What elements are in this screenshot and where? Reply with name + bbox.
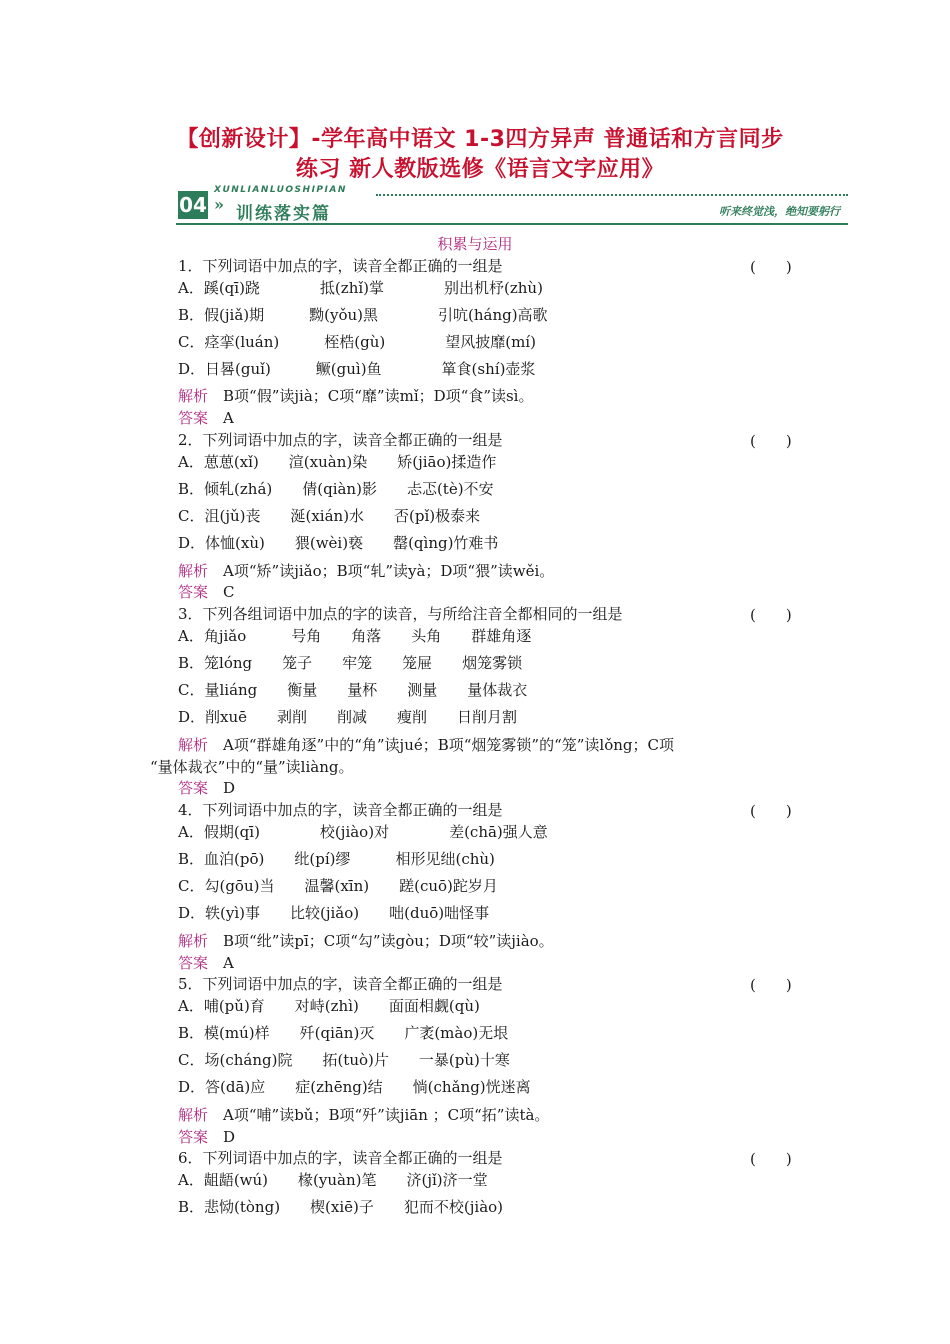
- question-stem: 1．下列词语中加点的字，读音全都正确的一组是: [178, 257, 503, 275]
- answer-line: [178, 408, 234, 428]
- answer-line: [178, 582, 235, 602]
- answer-text: D: [223, 779, 236, 797]
- question-option: B．笼lóng 笼子 牢笼 笼屉 烟笼雾锁: [178, 654, 523, 672]
- question-option: B．假(jiǎ)期 黝(yǒu)黑 引吭(háng)高歌: [178, 306, 548, 324]
- answer-text: C: [223, 583, 235, 601]
- banner-pinyin: XUNLIANLUOSHIPIAN: [214, 185, 347, 195]
- question-option: D．轶(yì)事 比较(jiǎo) 咄(duō)咄怪事: [178, 904, 490, 922]
- document-title-line2: 练习 新人教版选修《语言文字应用》: [295, 157, 665, 182]
- analysis-line: [178, 735, 674, 755]
- analysis-line: [178, 561, 554, 581]
- analysis-continuation: “量体裁衣”中的“量”读liàng。: [150, 758, 354, 776]
- answer-label: 答案: [178, 1128, 209, 1146]
- question-option: A．假期(qī) 校(jiào)对 差(chā)强人意: [178, 823, 548, 841]
- question-option: B．模(mú)样 歼(qiān)灭 广袤(mào)无垠: [178, 1024, 509, 1042]
- answer-text: A: [223, 409, 234, 427]
- answer-line: [178, 778, 235, 798]
- answer-bracket: ( ): [750, 606, 792, 624]
- answer-text: A: [223, 954, 234, 972]
- section-heading: 积累与运用: [437, 235, 513, 253]
- answer-line: [178, 1127, 235, 1147]
- analysis-line: [178, 386, 533, 406]
- question-option: C．场(cháng)院 拓(tuò)片 一暴(pù)十寒: [178, 1051, 510, 1069]
- answer-line: [178, 953, 234, 973]
- answer-label: 答案: [178, 779, 209, 797]
- question-stem: 2．下列词语中加点的字，读音全都正确的一组是: [178, 431, 503, 449]
- analysis-label: 解析: [178, 387, 209, 405]
- banner-number: 04: [179, 193, 207, 217]
- analysis-text: A项“哺”读bǔ；B项“歼”读jiān ；C项“拓”读tà。: [223, 1106, 550, 1124]
- question-option: A．蹊(qī)跷 抵(zhǐ)掌 别出机杼(zhù): [178, 279, 543, 297]
- question-option: A．角jiǎo 号角 角落 头角 群雄角逐: [178, 627, 532, 645]
- analysis-line: [178, 931, 554, 951]
- question-option: B．倾轧(zhá) 倩(qiàn)影 忐忑(tè)不安: [178, 480, 494, 498]
- analysis-text: B项“假”读jià；C项“靡”读mǐ；D项“食”读sì。: [223, 387, 534, 405]
- question-stem: 3．下列各组词语中加点的字的读音，与所给注音全都相同的一组是: [178, 605, 623, 623]
- answer-bracket: ( ): [750, 432, 792, 450]
- question-option: B．血泊(pō) 纰(pí)缪 相形见绌(chù): [178, 850, 495, 868]
- banner-motto: 听来终觉浅，绝知要躬行: [719, 205, 840, 218]
- question-stem: 4．下列词语中加点的字，读音全都正确的一组是: [178, 801, 503, 819]
- question-option: A．哺(pǔ)育 对峙(zhì) 面面相觑(qù): [178, 997, 480, 1015]
- analysis-label: 解析: [178, 1106, 209, 1124]
- question-stem: 6．下列词语中加点的字，读音全都正确的一组是: [178, 1149, 503, 1167]
- question-option: D．日晷(guǐ) 鳜(guì)鱼 箪食(shí)壶浆: [178, 360, 536, 378]
- question-option: C．勾(gōu)当 温馨(xīn) 蹉(cuō)跎岁月: [178, 877, 498, 895]
- question-option: D．削xuē 剥削 削减 瘦削 日削月割: [178, 708, 518, 726]
- question-option: B．悲恸(tòng) 楔(xiē)子 犯而不校(jiào): [178, 1198, 504, 1216]
- answer-bracket: ( ): [750, 976, 792, 994]
- answer-label: 答案: [178, 954, 209, 972]
- document-title-line1: 【创新设计】-学年高中语文 1-3四方异声 普通话和方言同步: [176, 127, 784, 152]
- question-option: A．葸葸(xǐ) 渲(xuàn)染 矫(jiāo)揉造作: [178, 453, 497, 471]
- answer-bracket: ( ): [750, 258, 792, 276]
- banner-heading: 训练落实篇: [236, 204, 331, 224]
- analysis-text: A项“群雄角逐”中的“角”读jué；B项“烟笼雾锁”的“笼”读lǒng；C项: [223, 736, 674, 754]
- analysis-text: B项“纰”读pī；C项“勾”读gòu；D项“较”读jiào。: [223, 932, 554, 950]
- question-option: C．量liáng 衡量 量杯 测量 量体裁衣: [178, 681, 528, 699]
- question-option: C．沮(jǔ)丧 涎(xián)水 否(pǐ)极泰来: [178, 507, 481, 525]
- double-chevron-icon: »: [214, 195, 224, 214]
- question-option: A．龃龉(wú) 椽(yuàn)笔 济(jǐ)济一堂: [178, 1171, 488, 1189]
- answer-text: D: [223, 1128, 236, 1146]
- analysis-label: 解析: [178, 562, 209, 580]
- analysis-label: 解析: [178, 736, 209, 754]
- question-option: D．体恤(xù) 猥(wèi)亵 罄(qìng)竹难书: [178, 534, 499, 552]
- analysis-label: 解析: [178, 932, 209, 950]
- answer-label: 答案: [178, 409, 209, 427]
- section-banner: [176, 185, 848, 225]
- analysis-line: [178, 1105, 549, 1125]
- banner-rule: [176, 223, 848, 225]
- answer-label: 答案: [178, 583, 209, 601]
- question-option: D．答(dā)应 症(zhēng)结 惝(chǎng)恍迷离: [178, 1078, 531, 1096]
- question-stem: 5．下列词语中加点的字，读音全都正确的一组是: [178, 975, 503, 993]
- question-option: C．痉挛(luán) 桎梏(gù) 望风披靡(mí): [178, 333, 536, 351]
- answer-bracket: ( ): [750, 802, 792, 820]
- analysis-text: A项“矫”读jiǎo；B项“轧”读yà；D项“猥”读wěi。: [223, 562, 555, 580]
- answer-bracket: ( ): [750, 1150, 792, 1168]
- banner-dotted-rule: [376, 194, 848, 196]
